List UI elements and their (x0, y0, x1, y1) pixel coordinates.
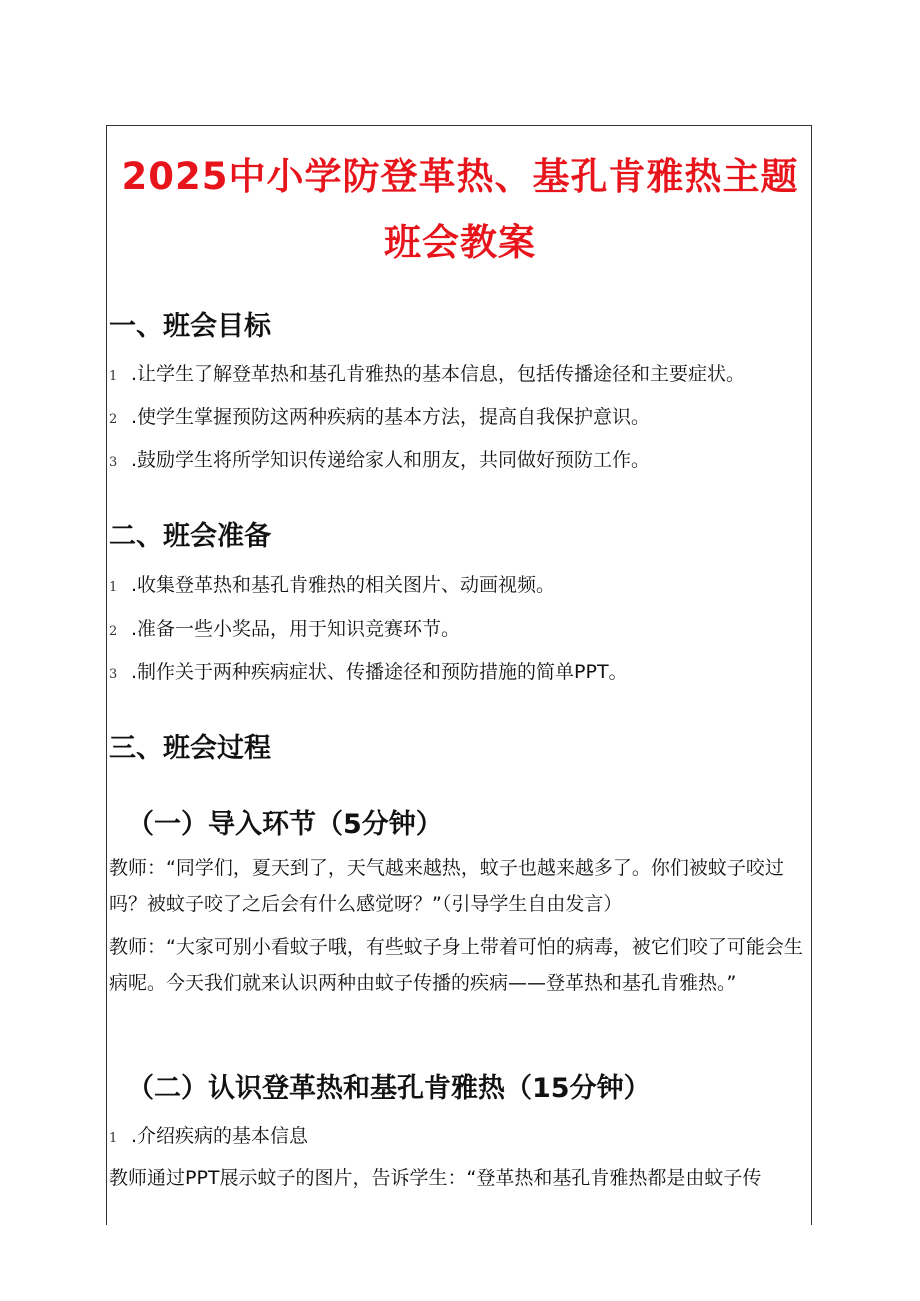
subsection-heading-intro: （一）导入环节（5分钟） (127, 809, 443, 840)
list-item-text: .介绍疾病的基本信息 (131, 1125, 309, 1147)
list-item (109, 359, 745, 386)
document-title-line-1: 2025中小学防登革热、基孔肯雅热主题 (121, 155, 799, 198)
subsection-heading-recognize: （二）认识登革热和基孔肯雅热（15分钟） (127, 1073, 651, 1104)
list-item (109, 570, 555, 597)
list-item-text: .收集登革热和基孔肯雅热的相关图片、动画视频。 (131, 574, 556, 596)
list-item-text: .制作关于两种疾病症状、传播途径和预防措施的简单PPT。 (131, 661, 628, 683)
list-number: 1 (109, 580, 118, 595)
paragraph: 教师：“同学们，夏天到了，天气越来越热，蚊子也越来越多了。你们被蚊子咬过吗？被蚊子咬了之后会有什么感觉呀？”（引导学生自由发言） (109, 857, 784, 915)
list-number: 2 (109, 412, 118, 427)
document-title-line-2: 班会教案 (384, 221, 536, 264)
section-heading-process: 三、班会过程 (109, 733, 271, 764)
list-number: 1 (109, 369, 118, 384)
list-item (109, 614, 460, 641)
list-number: 3 (109, 455, 118, 470)
list-item (109, 445, 650, 472)
section-heading-goals: 一、班会目标 (109, 311, 271, 342)
list-item (109, 1121, 308, 1148)
list-item-text: .使学生掌握预防这两种疾病的基本方法，提高自我保护意识。 (131, 406, 651, 428)
paragraph: 教师通过PPT展示蚊子的图片，告诉学生：“登革热和基孔肯雅热都是由蚊子传 (109, 1167, 762, 1189)
list-number: 3 (109, 667, 118, 682)
section-heading-preparation: 二、班会准备 (109, 521, 271, 552)
document-page (106, 125, 812, 1225)
list-item-text: .准备一些小奖品，用于知识竞赛环节。 (131, 618, 461, 640)
paragraph: 教师：“大家可别小看蚊子哦，有些蚊子身上带着可怕的病毒，被它们咬了可能会生病呢。今天我们就来认识两种由蚊子传播的疾病——登革热和基孔肯雅热。” (109, 936, 803, 994)
list-item (109, 402, 650, 429)
list-item (109, 657, 628, 684)
list-number: 1 (109, 1131, 118, 1146)
list-item-text: .鼓励学生将所学知识传递给家人和朋友，共同做好预防工作。 (131, 449, 651, 471)
list-item-text: .让学生了解登革热和基孔肯雅热的基本信息，包括传播途径和主要症状。 (131, 363, 746, 385)
list-number: 2 (109, 624, 118, 639)
